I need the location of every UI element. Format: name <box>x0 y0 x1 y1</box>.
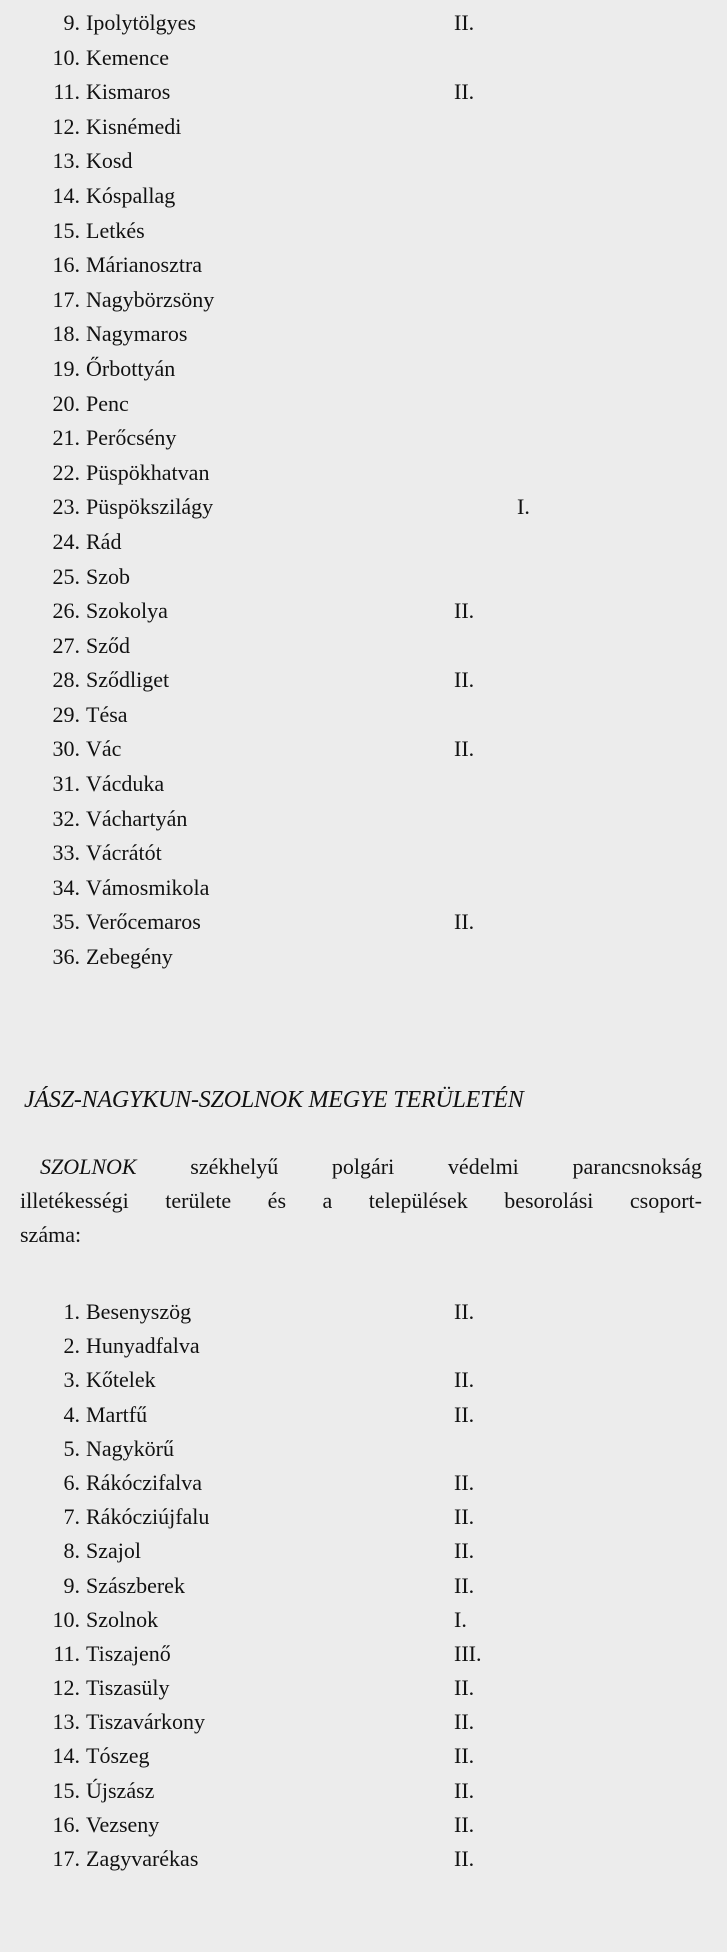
list-item <box>0 1432 727 1466</box>
list-item <box>0 110 727 145</box>
settlement-name: Váchartyán <box>86 805 188 831</box>
settlement-name: Letkés <box>86 217 145 243</box>
item-number: 8. <box>63 1538 80 1564</box>
item-number: 12. <box>52 113 80 139</box>
intro-line-1-text: székhelyű polgári védelmi parancsnokság <box>190 1154 702 1179</box>
list-item <box>0 1569 727 1603</box>
command-seat-name: SZOLNOK <box>40 1154 137 1179</box>
settlement-name: Nagybörzsöny <box>86 286 215 312</box>
settlement-name: Rákócziújfalu <box>86 1504 210 1530</box>
settlement-name: Rád <box>86 528 122 554</box>
list-item <box>0 905 727 940</box>
item-number: 2. <box>63 1333 80 1359</box>
item-number: 12. <box>52 1675 80 1701</box>
item-number: 25. <box>52 563 80 589</box>
list-item <box>0 1329 727 1363</box>
settlement-name: Kemence <box>86 44 170 70</box>
item-number: 36. <box>52 944 80 970</box>
group-number: II. <box>454 1675 475 1701</box>
list-item <box>0 248 727 283</box>
item-number: 29. <box>52 701 80 727</box>
item-number: 24. <box>52 528 80 554</box>
list-item <box>0 75 727 110</box>
list-item <box>0 1671 727 1705</box>
group-number: I. <box>454 1606 467 1632</box>
list-item <box>0 940 727 975</box>
settlement-name: Márianosztra <box>86 252 203 278</box>
group-number: II. <box>454 1401 475 1427</box>
list-item <box>0 1808 727 1842</box>
item-number: 4. <box>63 1401 80 1427</box>
item-number: 10. <box>52 1606 80 1632</box>
szolnok-settlement-list <box>0 1295 727 1876</box>
settlement-name: Kosd <box>86 148 133 174</box>
intro-paragraph <box>20 1150 702 1252</box>
list-item <box>0 1363 727 1397</box>
settlement-name: Újszász <box>86 1777 155 1803</box>
item-number: 18. <box>52 321 80 347</box>
item-number: 16. <box>52 1811 80 1837</box>
list-item <box>0 283 727 318</box>
list-item <box>0 41 727 76</box>
group-number: I. <box>517 494 530 520</box>
item-number: 32. <box>52 805 80 831</box>
settlement-name: Nagymaros <box>86 321 188 347</box>
list-item <box>0 767 727 802</box>
group-number: III. <box>454 1640 482 1666</box>
list-item <box>0 1739 727 1773</box>
group-number: II. <box>454 1572 475 1598</box>
item-number: 31. <box>52 771 80 797</box>
list-item <box>0 456 727 491</box>
item-number: 11. <box>53 1640 80 1666</box>
list-item <box>0 490 727 525</box>
list-item <box>0 836 727 871</box>
group-number: II. <box>454 1504 475 1530</box>
settlement-name: Vácrátót <box>86 840 162 866</box>
list-item <box>0 6 727 41</box>
list-item <box>0 1398 727 1432</box>
item-number: 14. <box>52 1743 80 1769</box>
list-item <box>0 387 727 422</box>
item-number: 7. <box>63 1504 80 1530</box>
settlement-name: Vezseny <box>86 1811 160 1837</box>
group-number: II. <box>454 909 475 935</box>
list-item <box>0 732 727 767</box>
settlement-name: Verőcemaros <box>86 909 201 935</box>
list-item <box>0 1534 727 1568</box>
pest-settlement-list <box>0 6 727 975</box>
list-item <box>0 144 727 179</box>
item-number: 15. <box>52 217 80 243</box>
group-number: II. <box>454 1299 475 1324</box>
item-number: 35. <box>52 909 80 935</box>
list-item <box>0 1774 727 1808</box>
list-item <box>0 214 727 249</box>
group-number: II. <box>454 1846 475 1871</box>
item-number: 11. <box>53 79 80 105</box>
settlement-name: Tésa <box>86 701 128 727</box>
intro-line-3: száma: <box>20 1222 82 1247</box>
settlement-name: Szajol <box>86 1538 141 1564</box>
item-number: 10. <box>52 44 80 70</box>
settlement-name: Kóspallag <box>86 182 176 208</box>
settlement-name: Rákóczifalva <box>86 1469 203 1495</box>
item-number: 34. <box>52 874 80 900</box>
group-number: II. <box>454 1709 475 1735</box>
settlement-name: Vác <box>86 736 122 762</box>
intro-line-1 <box>20 1150 702 1184</box>
settlement-name: Tiszavárkony <box>86 1709 205 1735</box>
group-number: II. <box>454 10 475 35</box>
group-number: II. <box>454 1777 475 1803</box>
settlement-name: Martfű <box>86 1401 148 1427</box>
item-number: 17. <box>52 1846 80 1871</box>
settlement-name: Kisnémedi <box>86 113 182 139</box>
list-item <box>0 179 727 214</box>
item-number: 5. <box>63 1435 80 1461</box>
settlement-name: Sződliget <box>86 667 170 693</box>
group-number: II. <box>454 1367 475 1393</box>
group-number: II. <box>454 598 475 624</box>
settlement-name: Ipolytölgyes <box>86 10 196 35</box>
list-item <box>0 594 727 629</box>
settlement-name: Penc <box>86 390 129 416</box>
item-number: 20. <box>52 390 80 416</box>
settlement-name: Zebegény <box>86 944 173 970</box>
item-number: 9. <box>63 10 80 35</box>
list-item <box>0 1705 727 1739</box>
item-number: 19. <box>52 355 80 381</box>
item-number: 1. <box>63 1299 80 1324</box>
list-item <box>0 802 727 837</box>
group-number: II. <box>454 1538 475 1564</box>
list-item <box>0 629 727 664</box>
settlement-name: Szolnok <box>86 1606 159 1632</box>
settlement-name: Püspökhatvan <box>86 459 210 485</box>
list-item <box>0 560 727 595</box>
item-number: 3. <box>63 1367 80 1393</box>
item-number: 15. <box>52 1777 80 1803</box>
list-item <box>0 698 727 733</box>
group-number: II. <box>454 79 475 105</box>
list-item <box>0 1466 727 1500</box>
item-number: 9. <box>63 1572 80 1598</box>
settlement-name: Kismaros <box>86 79 171 105</box>
intro-line-2: illetékességi területe és a települések besorolási csoport- <box>20 1188 702 1213</box>
item-number: 22. <box>52 459 80 485</box>
item-number: 21. <box>52 425 80 451</box>
item-number: 13. <box>52 148 80 174</box>
settlement-name: Püspökszilágy <box>86 494 214 520</box>
item-number: 23. <box>52 494 80 520</box>
settlement-name: Kőtelek <box>86 1367 156 1393</box>
list-item <box>0 1637 727 1671</box>
settlement-name: Vácduka <box>86 771 165 797</box>
settlement-name: Szob <box>86 563 130 589</box>
item-number: 33. <box>52 840 80 866</box>
list-item <box>0 525 727 560</box>
item-number: 14. <box>52 182 80 208</box>
list-item <box>0 1295 727 1329</box>
list-item <box>0 663 727 698</box>
group-number: II. <box>454 1743 475 1769</box>
group-number: II. <box>454 736 475 762</box>
settlement-name: Besenyszög <box>86 1299 192 1324</box>
settlement-name: Sződ <box>86 632 130 658</box>
list-item <box>0 871 727 906</box>
item-number: 30. <box>52 736 80 762</box>
item-number: 26. <box>52 598 80 624</box>
item-number: 13. <box>52 1709 80 1735</box>
list-item <box>0 317 727 352</box>
group-number: II. <box>454 1811 475 1837</box>
item-number: 27. <box>52 632 80 658</box>
list-item <box>0 352 727 387</box>
list-item <box>0 1842 727 1876</box>
settlement-name: Tiszasüly <box>86 1675 170 1701</box>
item-number: 17. <box>52 286 80 312</box>
settlement-name: Zagyvarékas <box>86 1846 199 1871</box>
list-item <box>0 1500 727 1534</box>
settlement-name: Szászberek <box>86 1572 185 1598</box>
item-number: 16. <box>52 252 80 278</box>
settlement-name: Perőcsény <box>86 425 177 451</box>
settlement-name: Vámosmikola <box>86 874 210 900</box>
item-number: 28. <box>52 667 80 693</box>
list-item <box>0 1603 727 1637</box>
group-number: II. <box>454 667 475 693</box>
item-number: 6. <box>63 1469 80 1495</box>
settlement-name: Hunyadfalva <box>86 1333 200 1359</box>
section-heading: JÁSZ-NAGYKUN-SZOLNOK MEGYE TERÜLETÉN <box>24 1087 524 1113</box>
settlement-name: Őrbottyán <box>86 355 176 381</box>
list-item <box>0 421 727 456</box>
settlement-name: Tiszajenő <box>86 1640 171 1666</box>
settlement-name: Nagykörű <box>86 1435 174 1461</box>
settlement-name: Szokolya <box>86 598 168 624</box>
group-number: II. <box>454 1469 475 1495</box>
settlement-name: Tószeg <box>86 1743 150 1769</box>
